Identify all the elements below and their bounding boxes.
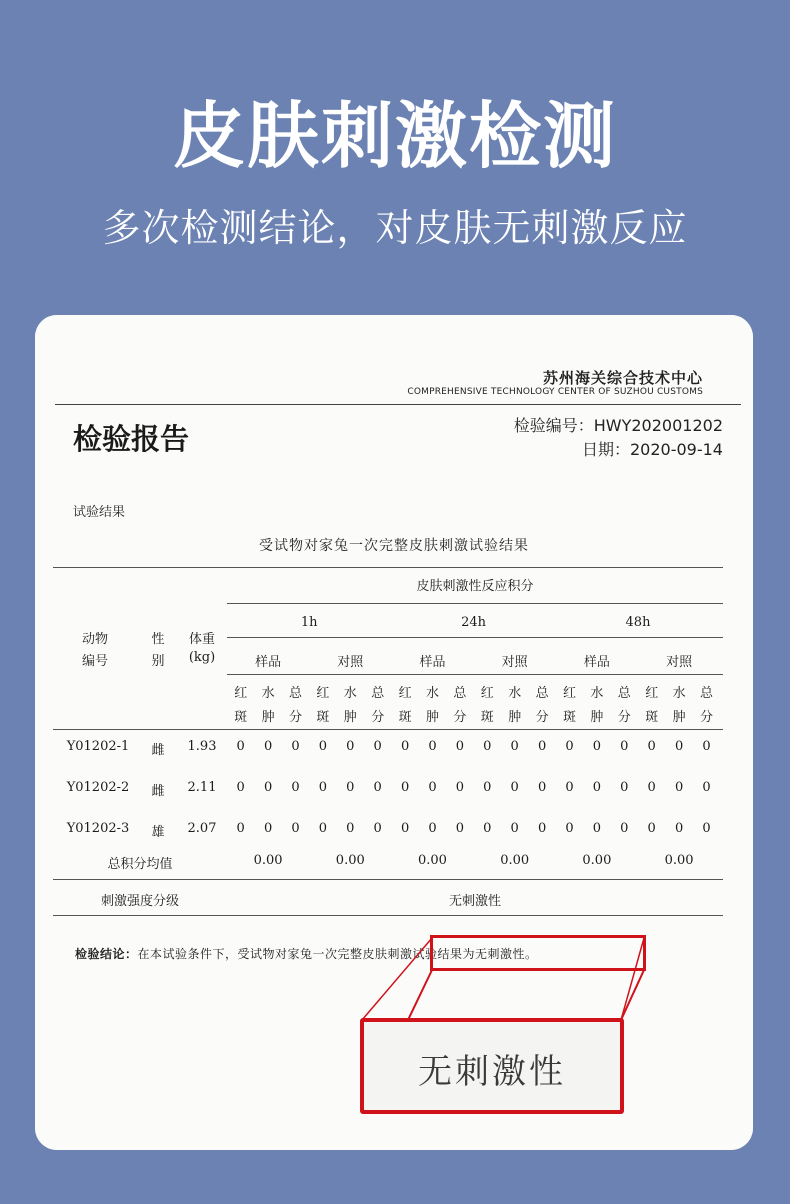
row-score: 0 (428, 780, 437, 795)
row-weight: 1.93 (187, 739, 217, 754)
subcol-header-line2: 肿 (590, 710, 604, 725)
row-score: 0 (455, 780, 465, 795)
subcol-header-line2: 肿 (672, 710, 686, 725)
mean-value: 0.00 (582, 853, 612, 868)
row-score: 0 (620, 780, 629, 795)
row-score: 0 (428, 821, 437, 836)
subcol-header-line2: 斑 (645, 710, 659, 725)
col-animal-line2: 编号 (81, 654, 108, 669)
conclusion-label: 检验结论： (75, 947, 138, 961)
group-header: 样品 (583, 655, 610, 670)
row-score: 0 (263, 821, 273, 836)
row-sex: 雄 (151, 825, 165, 840)
row-score: 0 (647, 780, 656, 795)
row-score: 0 (291, 821, 300, 836)
row-score: 0 (592, 739, 602, 754)
row-score: 0 (702, 780, 711, 795)
subcol-header-line1: 水 (672, 686, 686, 701)
row-score: 0 (318, 780, 328, 795)
section-label: 试验结果 (73, 505, 126, 520)
subcol-header-line2: 分 (288, 710, 302, 725)
row-score: 0 (483, 739, 492, 754)
row-score: 0 (236, 821, 245, 836)
row-score: 0 (400, 780, 410, 795)
subcol-header-line1: 总 (288, 686, 302, 701)
row-score: 0 (373, 739, 382, 754)
row-score: 0 (620, 821, 629, 836)
mean-value: 0.00 (253, 853, 283, 868)
subcol-header-line2: 分 (617, 710, 631, 725)
row-score: 0 (400, 821, 410, 836)
row-score: 0 (674, 739, 684, 754)
subcol-header-line2: 斑 (398, 710, 412, 725)
row-score: 0 (620, 739, 629, 754)
subcol-header-line1: 红 (562, 686, 576, 701)
row-sex: 雌 (151, 784, 165, 799)
subcol-header-line1: 总 (371, 686, 385, 701)
table-group-header: 皮肤刺激性反应积分 (416, 579, 534, 594)
subcol-header-line1: 总 (699, 686, 713, 701)
row-score: 0 (291, 739, 300, 754)
subcol-header-line1: 总 (617, 686, 631, 701)
row-score: 0 (537, 739, 547, 754)
report-card (35, 315, 753, 1150)
subcol-header-line2: 斑 (480, 710, 494, 725)
row-score: 0 (400, 739, 410, 754)
subcol-header-line2: 肿 (343, 710, 357, 725)
subcol-header-line1: 红 (398, 686, 412, 701)
row-score: 0 (565, 821, 574, 836)
subcol-header-line1: 水 (508, 686, 522, 701)
row-score: 0 (537, 780, 547, 795)
subcol-header-line1: 水 (590, 686, 604, 701)
row-score: 0 (565, 780, 574, 795)
group-header: 样品 (419, 655, 446, 670)
row-score: 0 (346, 739, 355, 754)
row-score: 0 (236, 780, 245, 795)
row-score: 0 (565, 739, 574, 754)
timepoint-header: 24h (461, 615, 487, 630)
zoom-callout-text: 无刺激性 (418, 1052, 566, 1092)
row-score: 0 (373, 821, 382, 836)
subcol-header-line1: 水 (425, 686, 439, 701)
row-score: 0 (455, 821, 465, 836)
row-score: 0 (537, 821, 547, 836)
conclusion-text: 在本试验条件下，受试物对家兔一次完整皮肤刺激试验结果为无刺激性。 (137, 947, 538, 961)
row-score: 0 (291, 780, 300, 795)
subcol-header-line2: 肿 (261, 710, 275, 725)
row-score: 0 (674, 821, 684, 836)
mean-value: 0.00 (418, 853, 447, 868)
row-score: 0 (483, 821, 492, 836)
subcol-header-line2: 斑 (234, 710, 248, 725)
row-score: 0 (510, 821, 519, 836)
grade-value: 无刺激性 (448, 894, 501, 909)
group-header: 样品 (255, 655, 282, 670)
subcol-header-line2: 分 (371, 710, 385, 725)
report-number: 检验编号：HWY202001202 (513, 416, 723, 435)
issuer-name-cn: 苏州海关综合技术中心 (542, 369, 703, 387)
group-header: 对照 (666, 655, 693, 670)
mean-value: 0.00 (335, 853, 365, 868)
row-score: 0 (263, 780, 273, 795)
row-score: 0 (346, 821, 355, 836)
subcol-header-line1: 水 (343, 686, 357, 701)
subcol-header-line1: 红 (645, 686, 659, 701)
row-weight: 2.11 (187, 780, 217, 795)
subcol-header-line1: 红 (234, 686, 248, 701)
row-score: 0 (373, 780, 382, 795)
col-weight-line1: 体重 (188, 632, 215, 647)
group-header: 对照 (337, 655, 364, 670)
grade-label: 刺激强度分级 (100, 894, 179, 909)
row-score: 0 (263, 739, 273, 754)
row-score: 0 (674, 780, 684, 795)
row-weight: 2.07 (187, 821, 217, 836)
subcol-header-line2: 分 (699, 710, 713, 725)
row-score: 0 (428, 739, 437, 754)
page-subtitle: 多次检测结论，对皮肤无刺激反应 (102, 206, 688, 250)
row-score: 0 (236, 739, 245, 754)
subcol-header-line1: 红 (316, 686, 330, 701)
row-score: 0 (702, 739, 711, 754)
row-score: 0 (455, 739, 465, 754)
col-weight-line2: (kg) (188, 650, 216, 665)
row-animal-id: Y01202-2 (66, 780, 130, 795)
mean-value: 0.00 (500, 853, 530, 868)
mean-value: 0.00 (664, 853, 694, 868)
subcol-header-line2: 分 (453, 710, 467, 725)
subcol-header-line2: 斑 (562, 710, 576, 725)
report-document (35, 315, 753, 1150)
row-score: 0 (483, 780, 492, 795)
row-score: 0 (510, 780, 519, 795)
row-score: 0 (346, 780, 355, 795)
row-animal-id: Y01202-3 (66, 821, 130, 836)
issuer-name-en: COMPREHENSIVE TECHNOLOGY CENTER OF SUZHOU CUSTOMS (407, 387, 703, 397)
row-score: 0 (702, 821, 711, 836)
row-score: 0 (592, 821, 602, 836)
zoom-callout (360, 1018, 624, 1114)
row-score: 0 (318, 821, 328, 836)
col-animal-line1: 动物 (81, 632, 108, 647)
subcol-header-line2: 斑 (316, 710, 330, 725)
table-caption: 受试物对家兔一次完整皮肤刺激试验结果 (259, 538, 529, 554)
group-header: 对照 (501, 655, 528, 670)
row-score: 0 (592, 780, 602, 795)
report-date: 日期：2020-09-14 (582, 440, 723, 459)
subcol-header-line1: 水 (261, 686, 275, 701)
col-sex-line2: 别 (151, 654, 165, 669)
row-animal-id: Y01202-1 (66, 739, 130, 754)
row-score: 0 (647, 739, 656, 754)
row-score: 0 (647, 821, 656, 836)
row-score: 0 (510, 739, 519, 754)
subcol-header-line1: 总 (453, 686, 467, 701)
page-headline: 皮肤刺激检测 (172, 94, 617, 178)
subcol-header-line2: 分 (535, 710, 549, 725)
col-sex-line1: 性 (151, 632, 165, 647)
report-title: 检验报告 (73, 422, 190, 456)
row-score: 0 (318, 739, 328, 754)
subcol-header-line2: 肿 (425, 710, 439, 725)
mean-label: 总积分均值 (107, 857, 173, 872)
subcol-header-line2: 肿 (508, 710, 522, 725)
subcol-header-line1: 总 (535, 686, 549, 701)
row-sex: 雌 (151, 743, 165, 758)
subcol-header-line1: 红 (480, 686, 494, 701)
timepoint-header: 1h (300, 615, 318, 630)
timepoint-header: 48h (625, 615, 651, 630)
